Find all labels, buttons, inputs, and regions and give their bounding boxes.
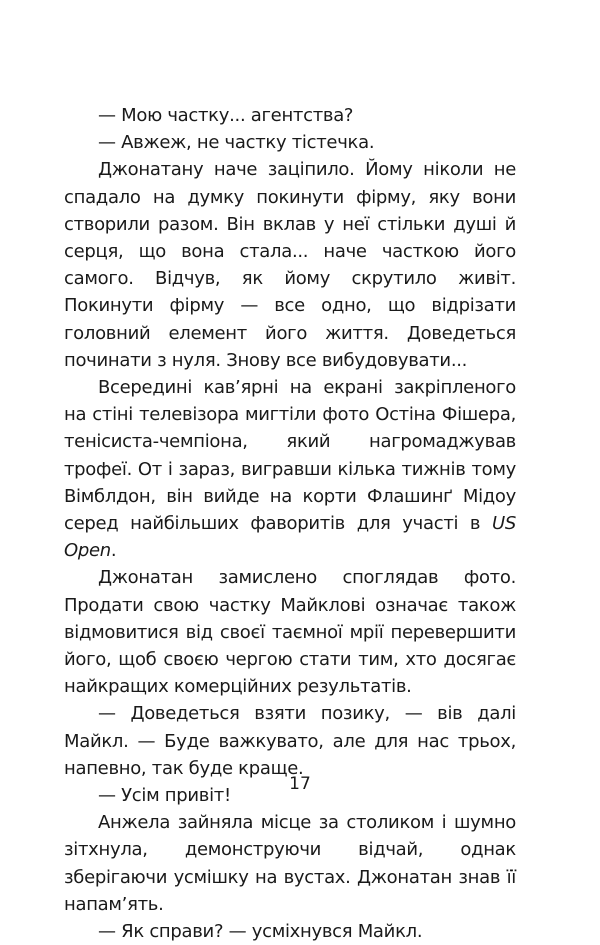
narrative-paragraph: Анжела зайняла місце за столиком і шумно зітхнула, демонструючи відчай, однак зберігаючи усмішку на вустах. Джонатан знав її напам’ять.	[64, 812, 516, 915]
page-number: 17	[289, 774, 311, 794]
narrative-paragraph	[64, 374, 516, 564]
narrative-paragraph: Джонатану наче заціпило. Йому ніколи не спадало на думку покинути фірму, яку вони створили разом. Він вклав у неї стільки душі й серця, що вона стала... наче часткою його самого. Відчув, як йому скрутило живіт. Покинути фірму — все одно, що відрізати головний елемент його життя. Доведеться починати з нуля. Знову все вибудовувати...	[64, 159, 516, 371]
narrative-paragraph: Джонатан замислено споглядав фото. Продати свою частку Майклові означає також відмовитися від своєї таємної мрії перевершити його, щоб своєю чергою стати тим, хто досягає найкращих комерційних результатів.	[64, 567, 516, 698]
book-page-text	[64, 102, 516, 945]
dialogue-line: — Мою частку... агентства?	[98, 105, 354, 126]
dialogue-line: — Усім привіт!	[98, 785, 231, 807]
paragraph-text: Всередині кав’ярні на екрані закріпленого на стіні телевізора мигтіли фото Остіна Фішера, тенісиста-чемпіона, який нагромаджував трофеї. От і зараз, вигравши кілька тижнів тому Вімблдон, він вийде на корти Флашинґ Мідоу серед найбільших фаворитів для участі в	[64, 377, 516, 535]
paragraph-end: .	[110, 540, 117, 562]
dialogue-line: — Як справи? — усміхнувся Майкл.	[98, 921, 423, 943]
dialogue-line: — Доведеться взяти позику, — вів далі Майкл. — Буде важкувато, але для нас трьох, напевно, так буде краще.	[64, 703, 516, 779]
italic-term: US Open	[64, 513, 516, 562]
dialogue-line: — Авжеж, не частку тістечка.	[98, 132, 375, 154]
